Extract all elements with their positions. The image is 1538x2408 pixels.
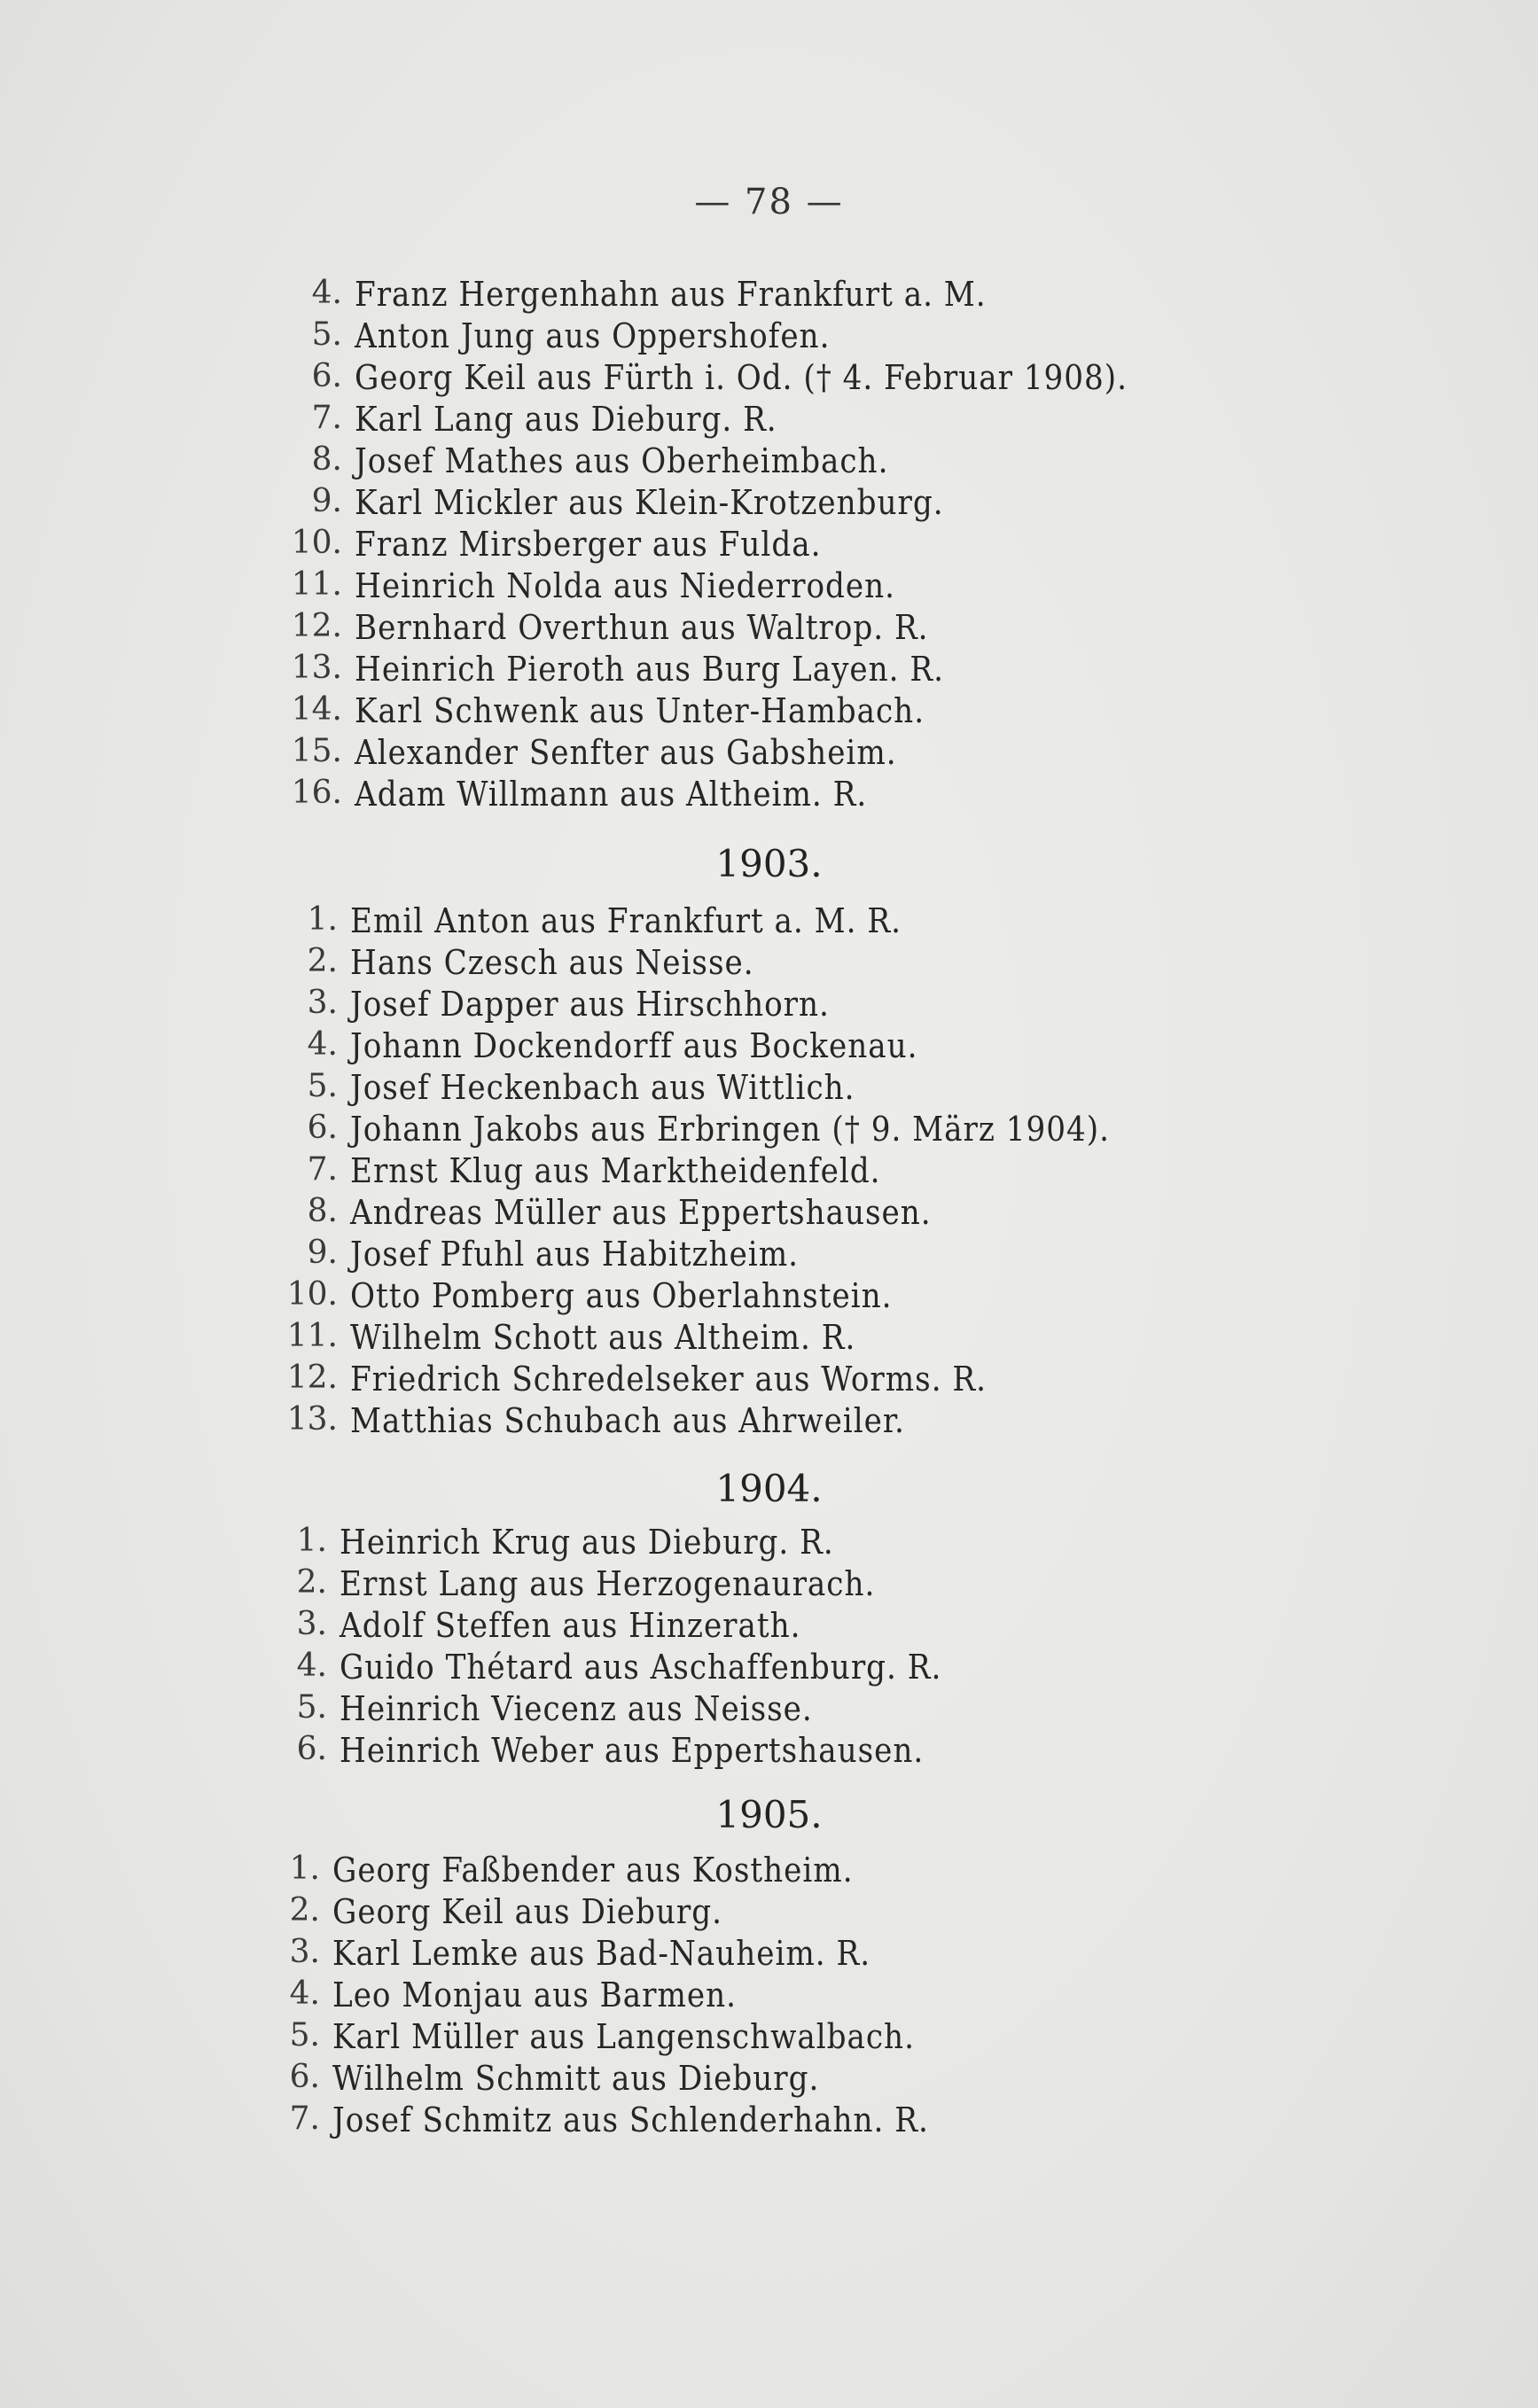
list-item: [289, 2100, 929, 2141]
list-item: [311, 483, 944, 524]
entry-text: Karl Mickler aus Klein-Krotzenburg.: [355, 483, 944, 522]
list-item: [307, 1110, 1110, 1150]
list-item: [307, 901, 902, 942]
entry-number: 16.: [291, 775, 342, 811]
list-item: [296, 1731, 925, 1772]
list-item: [291, 525, 822, 565]
section-heading: 1904.: [715, 1467, 823, 1510]
entry-number: 2.: [296, 1564, 327, 1601]
entry-number: 7.: [311, 400, 342, 436]
list-item: [289, 2017, 915, 2058]
entry-number: 11.: [291, 566, 342, 603]
list-item: [311, 400, 777, 440]
list-item: [291, 608, 929, 649]
entry-text: Heinrich Pieroth aus Burg Layen. R.: [355, 650, 944, 689]
entry-number: 1.: [307, 901, 338, 938]
entry-number: 5.: [296, 1689, 327, 1726]
entry-text: Anton Jung aus Oppershofen.: [355, 316, 831, 355]
entry-text: Karl Lang aus Dieburg. R.: [355, 400, 777, 439]
entry-number: 8.: [311, 441, 342, 478]
list-item: [307, 1026, 918, 1067]
entry-text: Adam Willmann aus Altheim. R.: [355, 775, 868, 814]
list-item: [296, 1648, 942, 1688]
list-item: [286, 1318, 856, 1359]
list-item: [289, 1892, 722, 1933]
entry-number: 9.: [311, 483, 342, 519]
list-item: [286, 1360, 987, 1400]
entry-text: Georg Keil aus Dieburg.: [332, 1892, 722, 1931]
entry-text: Ernst Klug aus Marktheidenfeld.: [350, 1151, 881, 1190]
entry-text: Hans Czesch aus Neisse.: [350, 943, 754, 982]
entry-text: Georg Keil aus Fürth i. Od. († 4. Februar 1908).: [355, 358, 1128, 397]
entry-number: 9.: [307, 1235, 338, 1271]
entry-number: 8.: [307, 1193, 338, 1229]
entry-text: Emil Anton aus Frankfurt a. M. R.: [350, 901, 902, 940]
list-item: [289, 1934, 871, 1975]
entry-number: 4.: [307, 1026, 338, 1063]
entry-text: Johann Jakobs aus Erbringen († 9. März 1904).: [350, 1110, 1110, 1149]
list-item: [307, 943, 754, 984]
entry-text: Josef Dapper aus Hirschhorn.: [350, 985, 830, 1024]
entry-text: Heinrich Weber aus Eppertshausen.: [340, 1731, 925, 1770]
list-item: [311, 358, 1128, 399]
entry-number: 5.: [311, 316, 342, 353]
list-item: [286, 1276, 893, 1317]
entry-text: Heinrich Nolda aus Niederroden.: [355, 566, 896, 605]
list-item: [307, 1068, 855, 1109]
list-item: [291, 566, 896, 607]
list-item: [296, 1564, 876, 1605]
entry-number: 4.: [311, 275, 342, 311]
page-number: — 78 —: [694, 182, 844, 222]
list-item: [296, 1689, 813, 1730]
entry-text: Josef Heckenbach aus Wittlich.: [350, 1068, 855, 1107]
entry-number: 6.: [289, 2059, 320, 2095]
entry-number: 5.: [289, 2017, 320, 2053]
list-item: [307, 1193, 932, 1234]
entry-text: Josef Pfuhl aus Habitzheim.: [350, 1235, 800, 1274]
entry-text: Heinrich Krug aus Dieburg. R.: [340, 1523, 834, 1562]
list-item: [311, 275, 987, 316]
entry-number: 15.: [291, 733, 342, 769]
list-item: [289, 1851, 854, 1891]
list-item: [286, 1401, 905, 1442]
entry-number: 14.: [291, 691, 342, 728]
entry-text: Otto Pomberg aus Oberlahnstein.: [350, 1276, 893, 1315]
entry-text: Friedrich Schredelseker aus Worms. R.: [350, 1360, 987, 1399]
list-item: [296, 1523, 834, 1563]
list-item: [289, 1975, 737, 2016]
entry-text: Adolf Steffen aus Hinzerath.: [340, 1606, 801, 1645]
list-item: [291, 650, 944, 690]
section-heading: 1903.: [715, 842, 823, 885]
entry-number: 2.: [307, 943, 338, 979]
entry-number: 6.: [307, 1110, 338, 1146]
entry-number: 12.: [291, 608, 342, 644]
entry-number: 4.: [289, 1975, 320, 2012]
list-item: [311, 441, 889, 482]
entry-number: 6.: [296, 1731, 327, 1767]
list-item: [291, 733, 897, 774]
entry-number: 1.: [289, 1851, 320, 1887]
list-item: [307, 1151, 881, 1192]
section-heading: 1905.: [715, 1793, 823, 1836]
entry-text: Leo Monjau aus Barmen.: [332, 1975, 737, 2014]
list-item: [296, 1606, 801, 1647]
entry-number: 7.: [289, 2100, 320, 2137]
entry-number: 12.: [286, 1360, 338, 1396]
entry-text: Josef Schmitz aus Schlenderhahn. R.: [332, 2100, 929, 2139]
entry-number: 7.: [307, 1151, 338, 1188]
entry-number: 2.: [289, 1892, 320, 1929]
entry-number: 1.: [296, 1523, 327, 1559]
entry-number: 13.: [286, 1401, 338, 1438]
entry-text: Wilhelm Schmitt aus Dieburg.: [332, 2059, 820, 2098]
entry-text: Karl Lemke aus Bad-Nauheim. R.: [332, 1934, 871, 1973]
entry-number: 3.: [289, 1934, 320, 1970]
entry-text: Josef Mathes aus Oberheimbach.: [355, 441, 889, 480]
entry-number: 10.: [286, 1276, 338, 1313]
list-item: [311, 316, 831, 357]
list-item: [291, 775, 868, 815]
entry-text: Karl Müller aus Langenschwalbach.: [332, 2017, 915, 2056]
entry-text: Matthias Schubach aus Ahrweiler.: [350, 1401, 905, 1440]
entry-text: Franz Mirsberger aus Fulda.: [355, 525, 822, 564]
list-item: [289, 2059, 820, 2100]
entry-text: Johann Dockendorff aus Bockenau.: [350, 1026, 918, 1065]
list-item: [307, 1235, 800, 1275]
entry-number: 5.: [307, 1068, 338, 1104]
entry-text: Heinrich Viecenz aus Neisse.: [340, 1689, 813, 1728]
entry-text: Guido Thétard aus Aschaffenburg. R.: [340, 1648, 942, 1687]
entry-number: 13.: [291, 650, 342, 686]
entry-text: Alexander Senfter aus Gabsheim.: [355, 733, 897, 772]
entry-text: Franz Hergenhahn aus Frankfurt a. M.: [355, 275, 987, 314]
entry-number: 11.: [286, 1318, 338, 1354]
entry-text: Bernhard Overthun aus Waltrop. R.: [355, 608, 929, 647]
entry-number: 4.: [296, 1648, 327, 1684]
list-item: [291, 691, 925, 732]
entry-number: 3.: [296, 1606, 327, 1642]
entry-text: Andreas Müller aus Eppertshausen.: [350, 1193, 932, 1232]
list-item: [307, 985, 830, 1025]
entry-text: Georg Faßbender aus Kostheim.: [332, 1851, 854, 1890]
entry-number: 6.: [311, 358, 342, 394]
entry-number: 10.: [291, 525, 342, 561]
entry-number: 3.: [307, 985, 338, 1021]
entry-text: Wilhelm Schott aus Altheim. R.: [350, 1318, 856, 1357]
entry-text: Karl Schwenk aus Unter-Hambach.: [355, 691, 925, 730]
entry-text: Ernst Lang aus Herzogenaurach.: [340, 1564, 876, 1603]
